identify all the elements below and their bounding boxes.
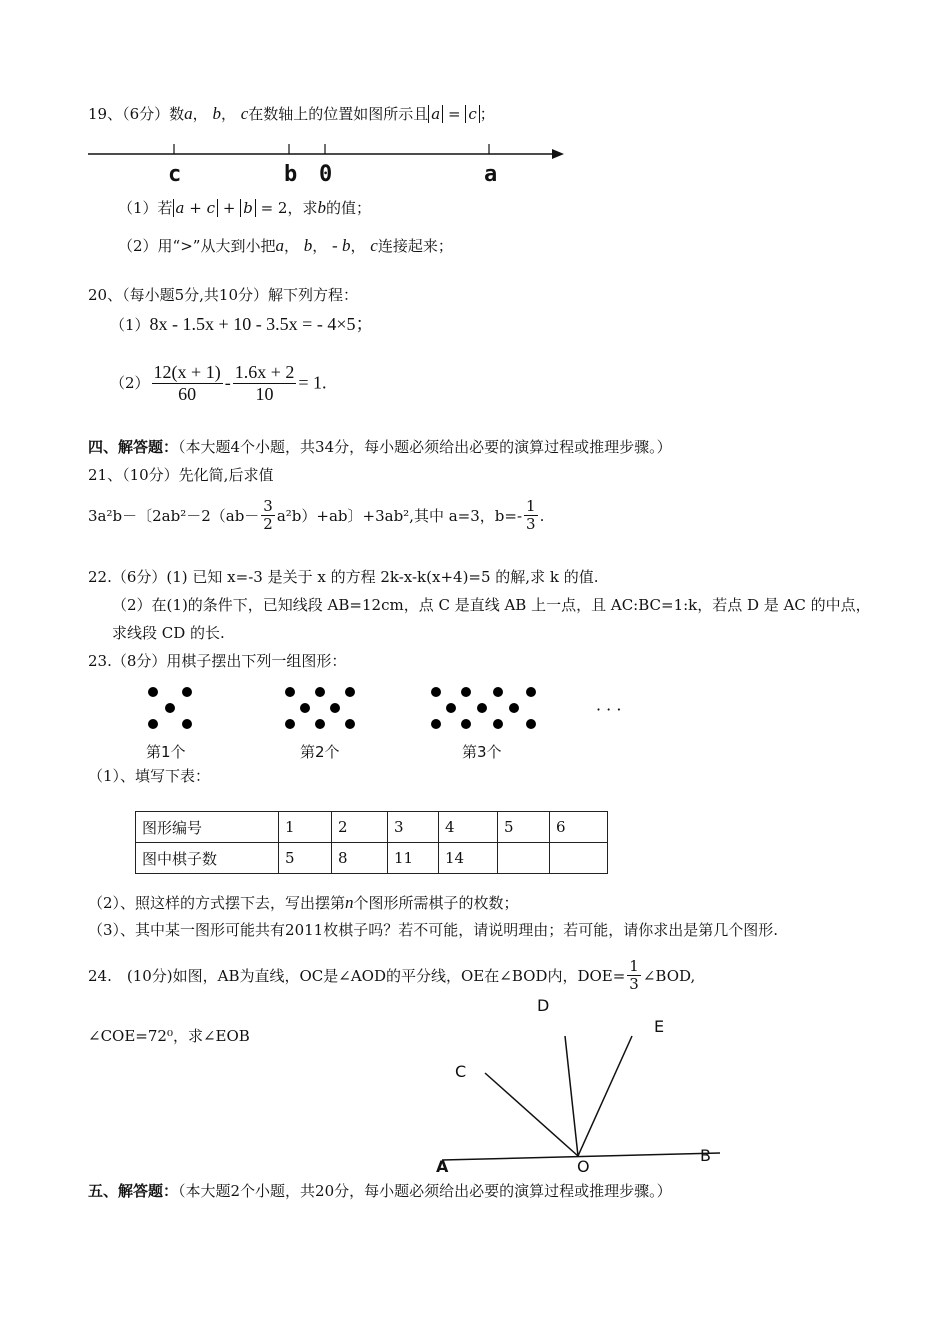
chess-pattern-figures xyxy=(130,680,630,732)
q22-line2: （2）在(1)的条件下，已知线段 AB=12cm，点 C 是直线 AB 上一点，且 AC:BC=1:k，若点 D 是 AC 的中点， xyxy=(112,596,871,614)
angle-diagram xyxy=(430,990,730,1180)
table-cell: 4 xyxy=(439,812,498,843)
table-cell: 11 xyxy=(388,843,439,874)
figure-3-label: 第3个 xyxy=(462,743,502,761)
table-cell: 图形编号 xyxy=(136,812,279,843)
table-row xyxy=(136,843,608,874)
q20-title: 20、（每小题5分,共10分）解下列方程： xyxy=(88,286,358,304)
table-cell: 8 xyxy=(332,843,388,874)
point-label-B: B xyxy=(700,1146,711,1165)
fraction-2: $\frac{1.6x + 2}{10}$ xyxy=(234,362,295,404)
fraction-1-3-q24: $\frac{1}{3}$ xyxy=(629,957,639,994)
q23-part1: （1）、填写下表： xyxy=(88,767,211,785)
axis-arrow xyxy=(552,149,564,159)
q23-part2: （2）、照这样的方式摆下去，写出摆第n个图形所需棋子的枚数； xyxy=(88,893,519,912)
axis-label-b: b xyxy=(284,162,298,187)
q21-expression: 3a²b－〔2ab²－2（ab－ $\frac{3}{2}$ a²b）+ab〕+3ab²,其中 a=3，b=- $\frac{1}{3}$ . xyxy=(88,497,545,534)
q22-line1: 22.（6分）(1) 已知 x=-3 是关于 x 的方程 2k-x-k(x+4)=5 的解,求 k 的值. xyxy=(88,568,599,586)
axis-label-0: 0 xyxy=(319,162,333,187)
q19-stem: 19、（6分）数a， b， c在数轴上的位置如图所示且 a = c ； xyxy=(88,104,495,123)
ray-OD xyxy=(565,1036,578,1156)
q24-stem: 24. (10分)如图，AB为直线，OC是∠AOD的平分线，OE在∠BOD内，DOE= $\frac{1}{3}$ ∠BOD, xyxy=(88,957,696,994)
table-cell: 3 xyxy=(388,812,439,843)
table-cell: 5 xyxy=(279,843,332,874)
q24-line2: ∠COE=72⁰，求∠EOB xyxy=(88,1027,250,1045)
point-label-D: D xyxy=(537,996,550,1015)
table-cell xyxy=(550,843,608,874)
table-cell: 1 xyxy=(279,812,332,843)
axis-label-c: c xyxy=(168,162,182,187)
figure-2-dots xyxy=(285,687,355,729)
fraction-1: $\frac{12(x + 1)}{60}$ xyxy=(153,362,221,404)
point-label-C: C xyxy=(455,1062,467,1081)
ellipsis: · · · xyxy=(596,700,622,719)
q19-part1: （1）若 a + c + b = 2，求b的值； xyxy=(118,198,371,217)
table-cell: 6 xyxy=(550,812,608,843)
q23-part3: （3）、其中某一图形可能共有2011枚棋子吗？若不可能，请说明理由；若可能，请你求出是第几个图形. xyxy=(88,921,778,939)
ray-OC xyxy=(485,1073,578,1156)
point-label-E: E xyxy=(654,1017,665,1036)
ray-OE xyxy=(578,1036,632,1156)
q20-eq2: （2） $\frac{12(x + 1)}{60}$ - $\frac{1.6x + 2}{10}$ = 1. xyxy=(110,362,327,404)
chess-count-table xyxy=(135,811,608,874)
table-cell xyxy=(498,843,550,874)
table-cell: 图中棋子数 xyxy=(136,843,279,874)
q22-line3: 求线段 CD 的长. xyxy=(112,624,225,642)
table-cell: 5 xyxy=(498,812,550,843)
fraction-1-3: $\frac{1}{3}$ xyxy=(526,497,536,534)
point-label-A: A xyxy=(436,1157,449,1176)
section-4-heading: 四、解答题：（本大题4个小题，共34分，每小题必须给出必要的演算过程或推理步骤。） xyxy=(88,438,672,456)
table-cell: 2 xyxy=(332,812,388,843)
section-5-heading: 五、解答题：（本大题2个小题，共20分，每小题必须给出必要的演算过程或推理步骤。） xyxy=(88,1182,672,1200)
table-row xyxy=(136,812,608,843)
fraction-3-2: $\frac{3}{2}$ xyxy=(263,497,273,534)
q23-title: 23.（8分）用棋子摆出下列一组图形： xyxy=(88,652,347,670)
figure-1-dots xyxy=(148,687,192,729)
q21-title: 21、（10分）先化简,后求值 xyxy=(88,466,274,484)
q19-part2: （2）用“>”从大到小把a， b， - b， c连接起来； xyxy=(118,236,453,255)
figure-2-label: 第2个 xyxy=(300,743,340,761)
figure-1-label: 第1个 xyxy=(146,743,186,761)
q20-eq1: （1）8x - 1.5x + 10 - 3.5x = - 4×5； xyxy=(110,314,374,334)
table-cell: 14 xyxy=(439,843,498,874)
figure-3-dots xyxy=(431,687,536,729)
axis-label-a: a xyxy=(484,162,498,187)
point-label-O: O xyxy=(577,1157,590,1176)
